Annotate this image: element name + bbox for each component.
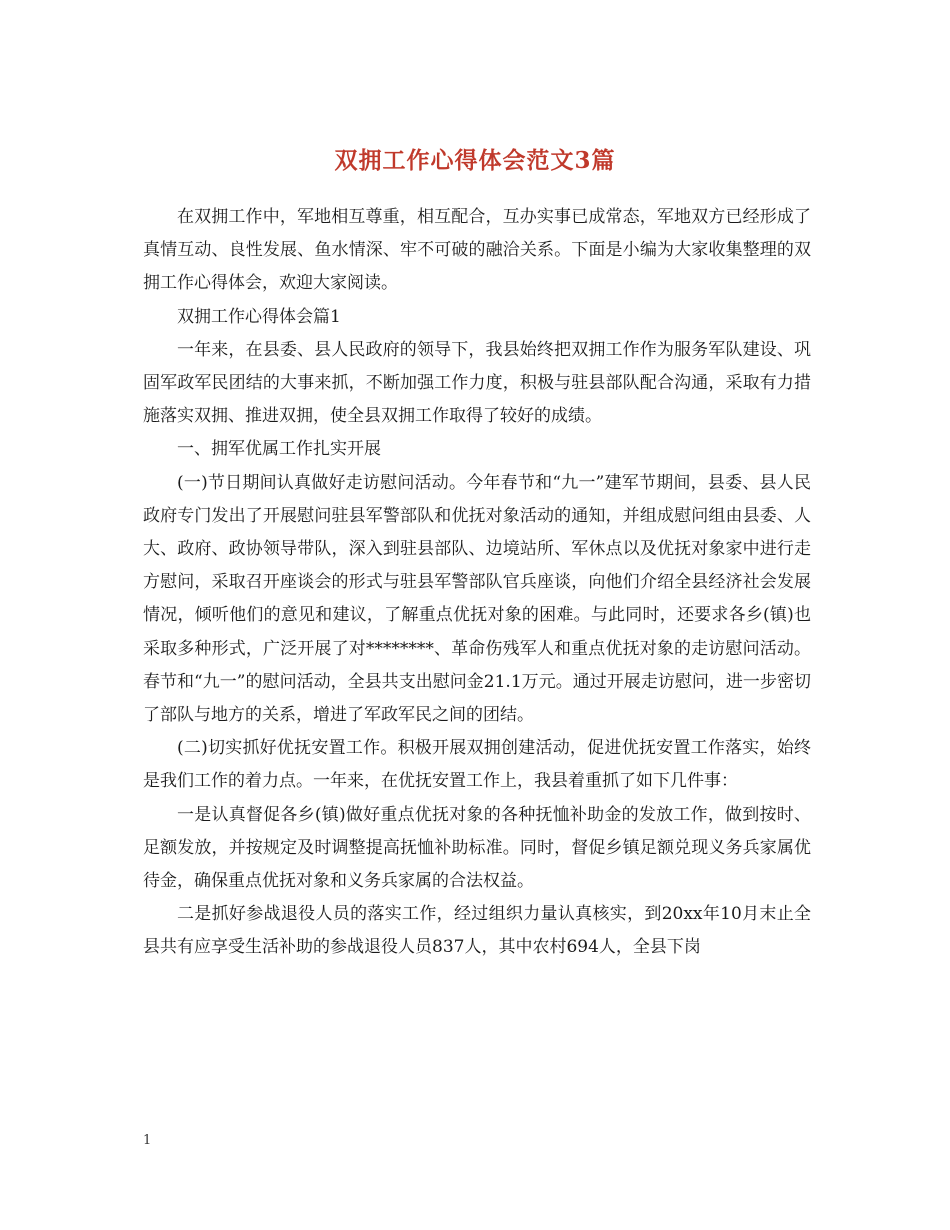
document-body (143, 201, 811, 965)
section-heading-part-1: 双拥工作心得体会篇1 (177, 306, 341, 327)
body-paragraph: 二是抓好参战退役人员的落实工作，经过组织力量认真核实，到20xx年10月末止全县共有应享受生活补助的参战退役人员837人，其中农村694人，全县下岗 (143, 904, 811, 958)
body-paragraph: (一)节日期间认真做好走访慰问活动。今年春节和“九一”建军节期间，县委、县人民政府专门发出了开展慰问驻县军警部队和优抚对象活动的通知，并组成慰问组由县委、人大、政府、政协领导带队，深入到驻县部队、边境站所、军休点以及优抚对象家中进行走方慰问，采取召开座谈会的形式与驻县军警部队官兵座谈，向他们介绍全县经济社会发展情况，倾听他们的意见和建议，了解重点优抚对象的困难。与此同时，还要求各乡(镇)也采取多种形式，广泛开展了对********、革命伤残军人和重点优抚对象的走访慰问活动。春节和“九一”的慰问活动，全县共支出慰问金21.1万元。通过开展走访慰问，进一步密切了部队与地方的关系，增进了军政军民之间的团结。 (143, 472, 811, 726)
body-paragraph: 一是认真督促各乡(镇)做好重点优抚对象的各种抚恤补助金的发放工作，做到按时、足额发放，并按规定及时调整提高抚恤补助标准。同时，督促乡镇足额兑现义务兵家属优待金，确保重点优抚对象和义务兵家属的合法权益。 (143, 804, 811, 892)
body-paragraph: (二)切实抓好优抚安置工作。积极开展双拥创建活动，促进优抚安置工作落实，始终是我们工作的着力点。一年来，在优抚安置工作上，我县着重抓了如下几件事： (143, 738, 811, 792)
intro-paragraph: 在双拥工作中，军地相互尊重，相互配合，互办实事已成常态，军地双方已经形成了真情互动、良性发展、鱼水情深、牢不可破的融洽关系。下面是小编为大家收集整理的双拥工作心得体会，欢迎大家阅读。 (143, 207, 811, 294)
document-title: 双拥工作心得体会范文3篇 (334, 147, 616, 175)
page-number: 1 (143, 1133, 152, 1148)
body-paragraph: 一年来，在县委、县人民政府的领导下，我县始终把双拥工作作为服务军队建设、巩固军政军民团结的大事来抓，不断加强工作力度，积极与驻县部队配合沟通，采取有力措施落实双拥、推进双拥，使全县双拥工作取得了较好的成绩。 (143, 339, 811, 427)
section-heading-military-support: 一、拥军优属工作扎实开展 (177, 439, 381, 460)
